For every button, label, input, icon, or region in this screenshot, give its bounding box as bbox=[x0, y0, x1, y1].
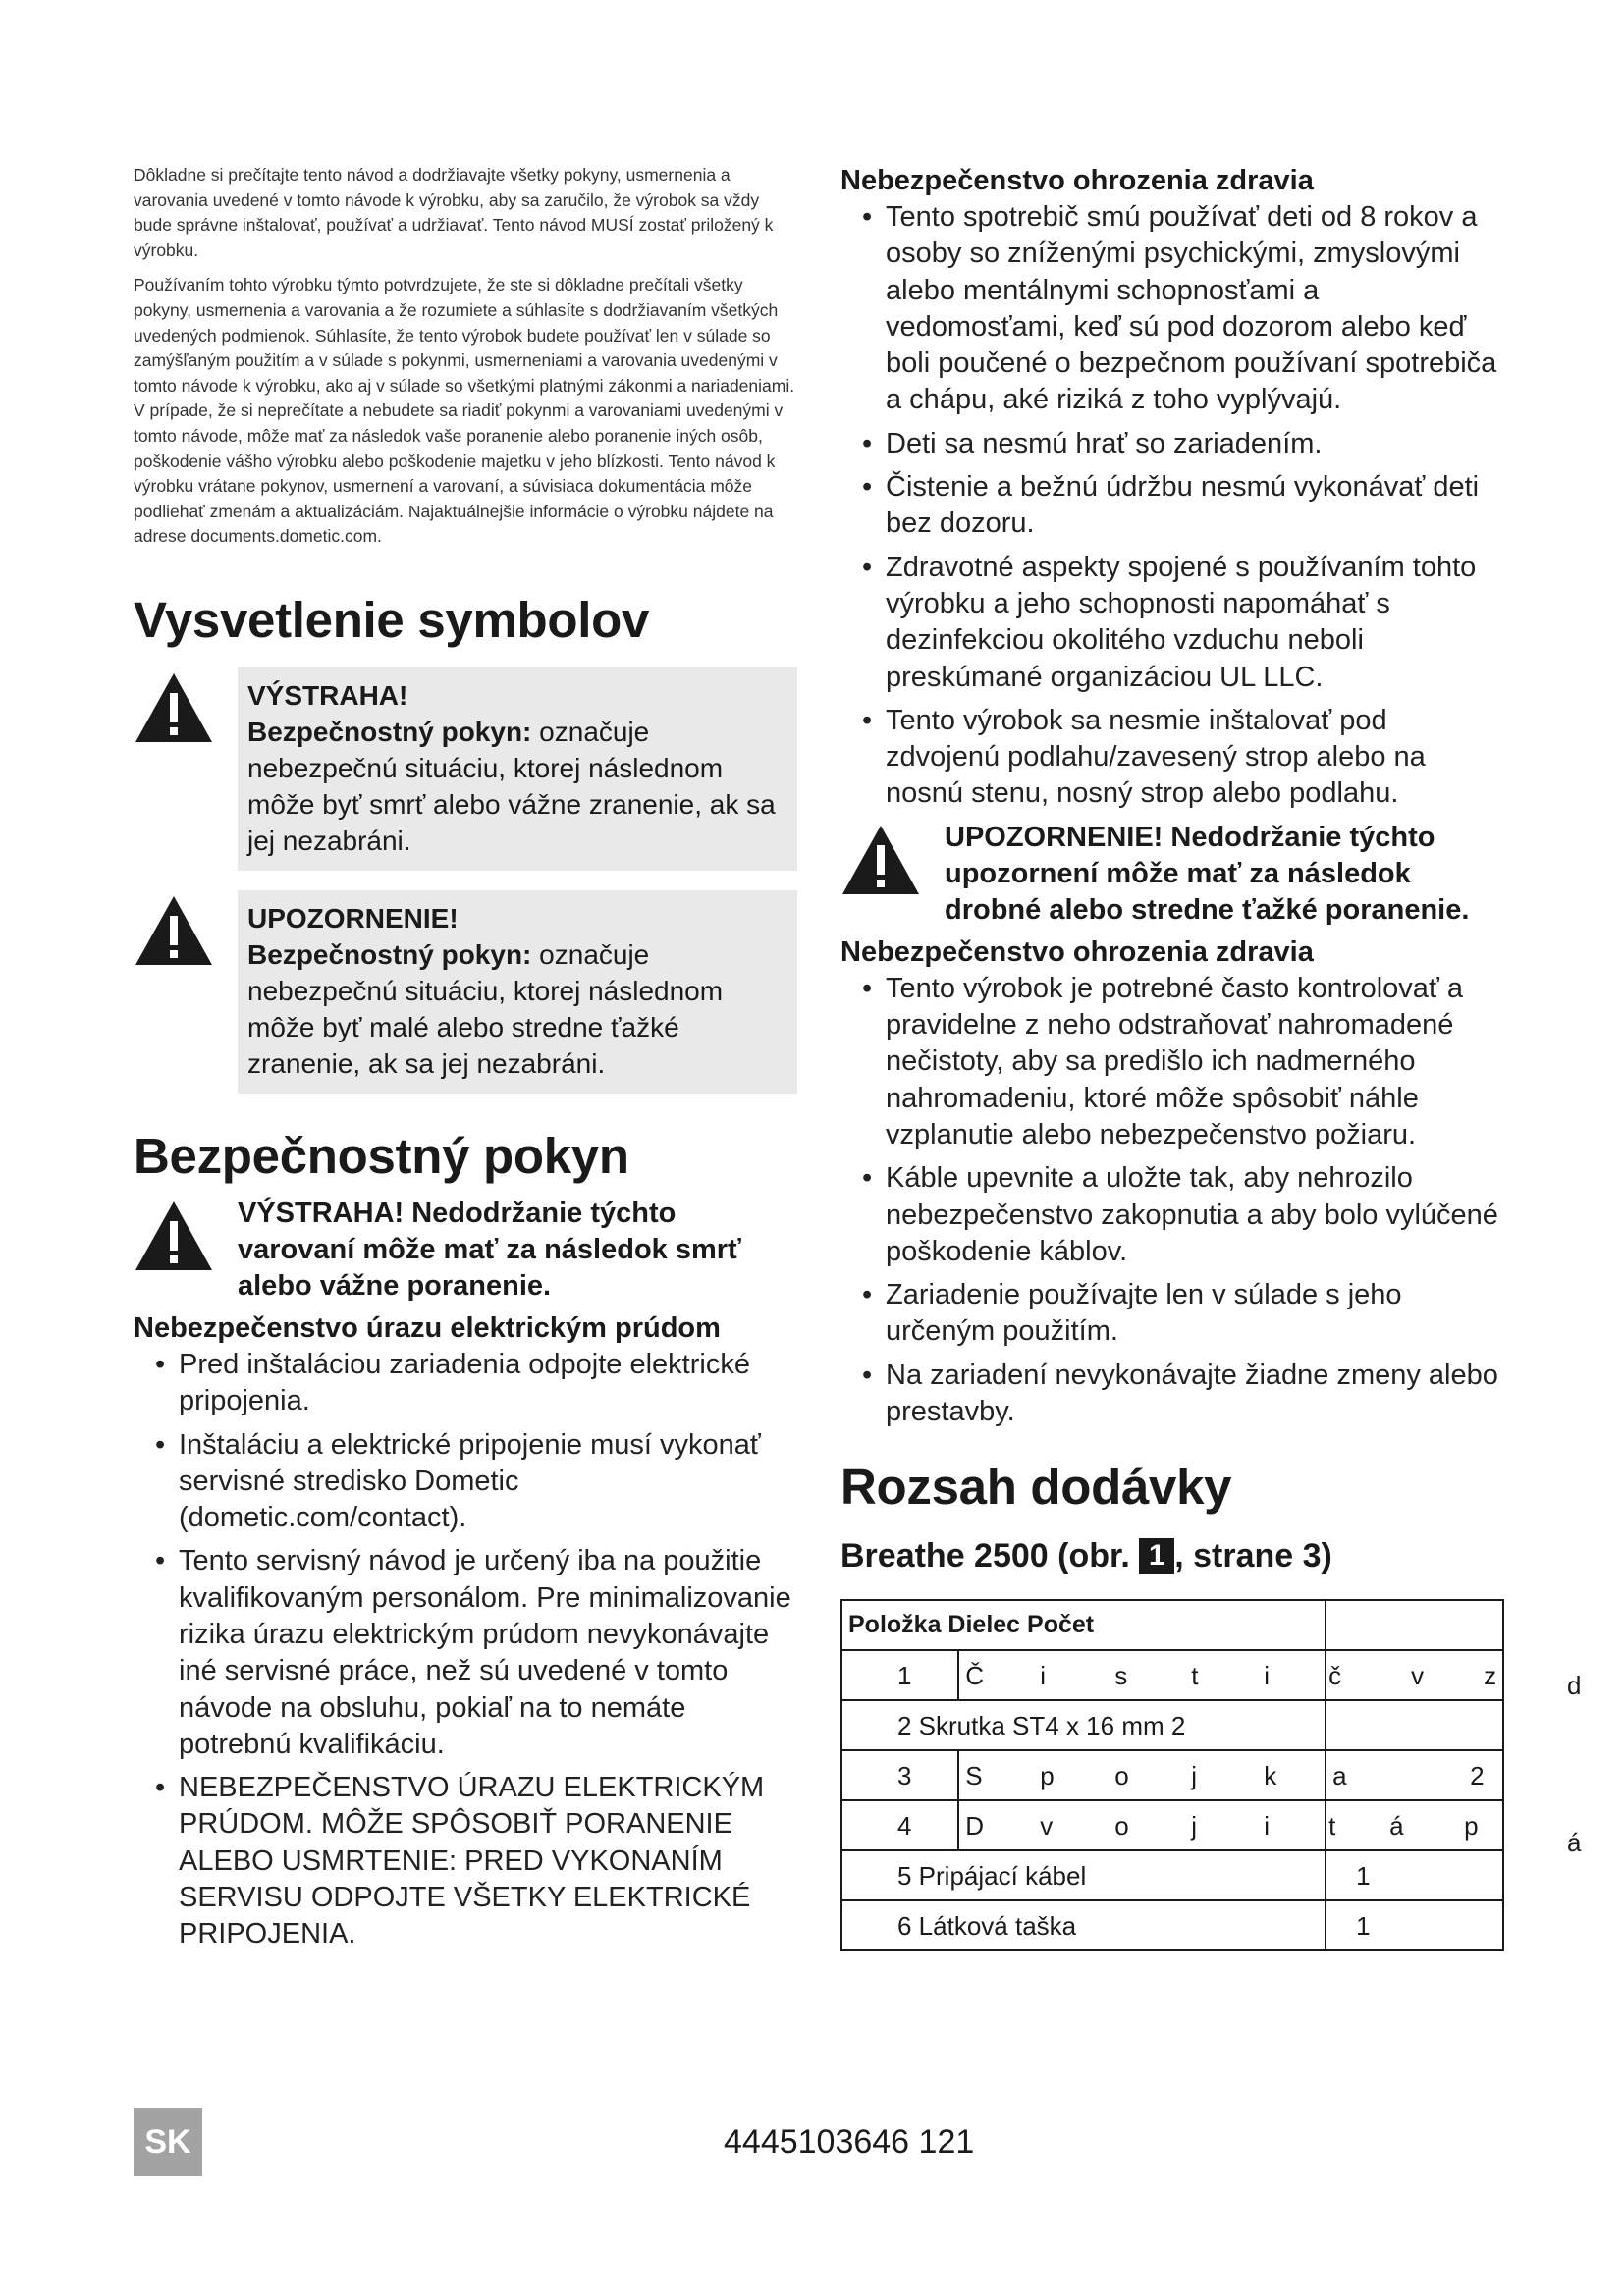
warning-title: VÝSTRAHA! bbox=[247, 679, 408, 711]
list-item: • Tento spotrebič smú používať deti od 8 rokov a osoby so zníženými psychickými, zmyslovými alebo mentálnymi schopnosťami a vedomosťami, keď sú pod dozorom alebo keď boli poučené o bezpečnom používaní spotrebiča a chápu, aké riziká z toho vyplývajú. bbox=[840, 199, 1504, 419]
caution-text: označuje nebezpečnú situáciu, ktorej následnom môže byť malé alebo stredne ťažké zranenie, ak sa jej nezabráni. bbox=[247, 938, 724, 1079]
warning-triangle-icon bbox=[134, 1200, 214, 1272]
document-number: 4445103646 121 bbox=[724, 2123, 975, 2161]
caution-box bbox=[238, 890, 797, 1094]
row-text: 5 Pripájací kábel bbox=[897, 1861, 1087, 1892]
health-list-2 bbox=[840, 971, 1504, 1431]
list-item: • NEBEZPEČENSTVO ÚRAZU ELEKTRICKÝM PRÚDOM. MÔŽE SPÔSOBIŤ PORANENIE ALEBO USMRTENIE: PRED VYKONANÍM SERVISU ODPOJTE VŠETKY ELEKTRICKÉ PRIPOJENIA. bbox=[134, 1770, 797, 1952]
safety-warning bbox=[134, 1196, 797, 1305]
table-row bbox=[841, 1800, 1503, 1850]
row-letter: i bbox=[1040, 1661, 1047, 1691]
delivery-subheading bbox=[840, 1534, 1504, 1577]
health-list-1 bbox=[840, 199, 1504, 813]
list-item: • Tento servisný návod je určený iba na použitie kvalifikovaným personálom. Pre minimalizovanie rizika úrazu elektrickým prúdom nevykonávajte iné servisné práce, než sú uvedené v tomto návode na obsluhu, pokiaľ na to nemáte potrebnú kvalifikáciu. bbox=[134, 1543, 797, 1763]
list-item: • Tento výrobok je potrebné často kontrolovať a pravidelne z neho odstraňovať nahromadené nečistoty, aby sa predišlo ich nadmerného nahromadeniu, ktoré môže spôsobiť náhle vzplanutie alebo nebezpečenstvo požiaru. bbox=[840, 971, 1504, 1153]
intro-paragraph-2: Používaním tohto výrobku týmto potvrdzujete, že ste si dôkladne prečítali všetky pokyny, usmernenia a varovania a že rozumiete a súhlasíte s dodržiavaním všetkých uvedených podmienok. Súhlasíte, že tento výrobok budete používať len v súlade so zamýšľaným použitím a v súlade s pokynmi, usmerneniami a varovania uvedenými v tomto návode k výrobku, ako aj v súlade so všetkými platnými zákonmi a nariadeniami. V prípade, že si neprečítate a nebudete sa riadiť pokynmi a varovaniami uvedenými v tomto návode, môže mať za následok vaše poranenie alebo poranenie iných osôb, poškodenie vášho výrobku alebo poškodenie majetku v jeho blízkosti. Tento návod k výrobku vrátane pokynov, usmernení a varovaní, a súvisiaca dokumentácia môže podliehať zmenám a aktualizáciám. Najaktuálnejšie informácie o výrobku nájdete na adrese documents.dometic.com. bbox=[134, 275, 795, 547]
row-letter: v bbox=[1411, 1661, 1425, 1691]
table-row bbox=[841, 1700, 1503, 1750]
list-item: • Na zariadení nevykonávajte žiadne zmeny alebo prestavby. bbox=[840, 1358, 1504, 1431]
row-letter: o bbox=[1114, 1811, 1129, 1842]
caution-title: UPOZORNENIE! bbox=[247, 902, 459, 934]
delivery-heading: Rozsah dodávky bbox=[840, 1459, 1232, 1516]
symbol-caution bbox=[134, 890, 797, 1094]
row-letter: Č bbox=[965, 1661, 985, 1691]
list-item: • Zdravotné aspekty spojené s používaním tohto výrobku a jeho schopnosti napomáhať s dezinfekciou okolitého vzduchu neboli preskúmané organizáciou UL LLC. bbox=[840, 550, 1504, 696]
intro-paragraph-1: Dôkladne si prečítajte tento návod a dodržiavajte všetky pokyny, usmernenia a varovania uvedené v tomto návode k výrobku, aby sa zaručilo, že výrobok sa vždy bude správne inštalovať, používať a udržiavať. Tento návod MUSÍ zostať priložený k výrobku. bbox=[134, 165, 774, 260]
subheading-pre: Breathe 2500 (obr. bbox=[840, 1537, 1140, 1575]
caution-label: Bezpečnostný pokyn: bbox=[247, 938, 532, 970]
health-heading-1: Nebezpečenstvo ohrozenia zdravia bbox=[840, 165, 1314, 196]
row-letter: a bbox=[1332, 1761, 1347, 1791]
right-column bbox=[840, 163, 1582, 1951]
row-qty: 1 bbox=[1356, 1861, 1371, 1892]
subheading-post: , strane 3) bbox=[1174, 1537, 1332, 1575]
row-letter: p bbox=[1040, 1761, 1055, 1791]
safety-caution-text: UPOZORNENIE! Nedodržanie týchto upozornení môže mať za následok drobné alebo stredne ťažké poranenie. bbox=[945, 821, 1470, 926]
left-column bbox=[134, 163, 797, 1960]
warning-text: označuje nebezpečnú situáciu, ktorej následnom môže byť smrť alebo vážne zranenie, ak sa jej nezabráni. bbox=[247, 716, 776, 856]
delivery-table bbox=[840, 1599, 1504, 1951]
health-heading-2: Nebezpečenstvo ohrozenia zdravia bbox=[840, 935, 1314, 968]
safety-warning-text: VÝSTRAHA! Nedodržanie týchto varovaní môže mať za následok smrť alebo vážne poranenie. bbox=[238, 1197, 741, 1302]
list-item: • Čistenie a bežnú údržbu nesmú vykonávať deti bez dozoru. bbox=[840, 469, 1504, 543]
caution-triangle-icon bbox=[134, 894, 214, 967]
intro bbox=[134, 163, 797, 550]
row-letter: s bbox=[1114, 1661, 1128, 1691]
table-header: Položka Dielec Počet bbox=[848, 1611, 1095, 1639]
safety-heading: Bezpečnostný pokyn bbox=[134, 1127, 629, 1184]
symbols-heading: Vysvetlenie symbolov bbox=[134, 591, 650, 648]
figure-badge: 1 bbox=[1139, 1538, 1174, 1574]
warning-triangle-icon bbox=[134, 671, 214, 744]
row-letter: S bbox=[965, 1761, 983, 1791]
row-letter: k bbox=[1264, 1761, 1277, 1791]
row-number: 3 bbox=[897, 1761, 912, 1791]
list-item: • Tento výrobok sa nesmie inštalovať pod zdvojenú podlahu/zavesený strop alebo na nosnú stenu, nosný strop alebo podlahu. bbox=[840, 703, 1504, 813]
row-letter: d bbox=[1567, 1671, 1582, 1701]
row-letter: o bbox=[1114, 1761, 1129, 1791]
list-item: • Káble upevnite a uložte tak, aby nehrozilo nebezpečenstvo zakopnutia a aby bolo vylúčené poškodenie káblov. bbox=[840, 1160, 1504, 1270]
table-row bbox=[841, 1900, 1503, 1950]
table-row bbox=[841, 1850, 1503, 1900]
row-letter: á bbox=[1389, 1811, 1404, 1842]
list-item: • Inštaláciu a elektrické pripojenie musí vykonať servisné stredisko Dometic (dometic.com/contact). bbox=[134, 1427, 797, 1537]
row-text: 2 Skrutka ST4 x 16 mm 2 bbox=[897, 1711, 1186, 1741]
list-item: • Zariadenie používajte len v súlade s jeho určeným použitím. bbox=[840, 1277, 1504, 1351]
row-qty: 1 bbox=[1356, 1911, 1371, 1942]
row-letter: t bbox=[1328, 1811, 1336, 1842]
row-letter: i bbox=[1264, 1811, 1271, 1842]
table-row bbox=[841, 1650, 1503, 1700]
row-number: 1 bbox=[897, 1661, 912, 1691]
row-letter: č bbox=[1328, 1661, 1342, 1691]
table-header-row bbox=[841, 1600, 1503, 1650]
list-item: • Deti sa nesmú hrať so zariadením. bbox=[840, 426, 1504, 462]
list-item: • Pred inštaláciou zariadenia odpojte elektrické pripojenia. bbox=[134, 1347, 797, 1420]
row-letter: p bbox=[1464, 1811, 1479, 1842]
symbol-warning bbox=[134, 667, 797, 871]
row-letter: i bbox=[1264, 1661, 1271, 1691]
row-letter: z bbox=[1484, 1661, 1497, 1691]
warning-label: Bezpečnostný pokyn: bbox=[247, 716, 532, 747]
electric-heading: Nebezpečenstvo úrazu elektrickým prúdom bbox=[134, 1311, 721, 1344]
warning-box bbox=[238, 667, 797, 871]
electric-list bbox=[134, 1347, 797, 1953]
row-letter: v bbox=[1040, 1811, 1054, 1842]
row-letter: á bbox=[1567, 1828, 1582, 1858]
row-letter: j bbox=[1191, 1811, 1198, 1842]
table-row bbox=[841, 1750, 1503, 1800]
caution-triangle-icon bbox=[840, 824, 921, 896]
row-number: 4 bbox=[897, 1811, 912, 1842]
language-badge: SK bbox=[134, 2108, 202, 2176]
row-letter: t bbox=[1191, 1661, 1199, 1691]
row-letter: 2 bbox=[1470, 1761, 1485, 1791]
row-letter: j bbox=[1191, 1761, 1198, 1791]
row-text: 6 Látková taška bbox=[897, 1911, 1077, 1942]
row-letter: D bbox=[965, 1811, 985, 1842]
safety-caution bbox=[840, 820, 1504, 929]
